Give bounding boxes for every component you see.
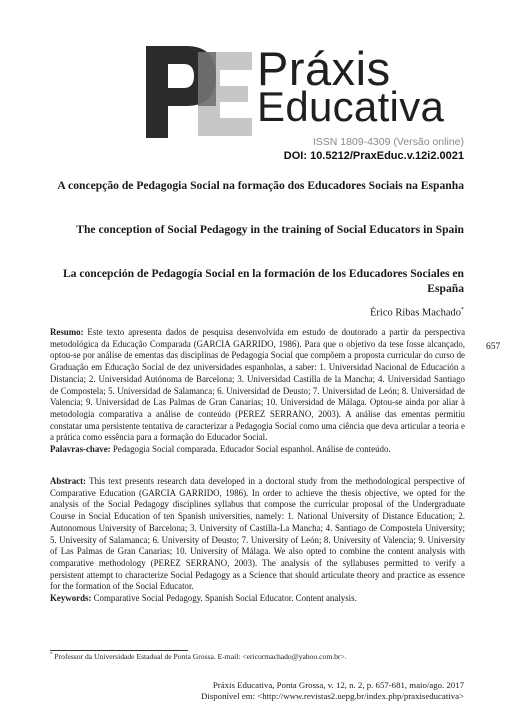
resumo-text: Este texto apresenta dados de pesquisa desenvolvida em estudo de doutorado a partir da perspectiva metodológica da Educação Comparada (GARCIA GARRIDO, 1986). Para que o objetivo da tese fosse alcançado, optou-se por análise de ementas das disciplinas de Pedagogia Social que compõem a proposta curricular do curso de Graduação em Educação Social de dez universidades espanholas, a saber: 1. Universidad Nacional de Educación a Distancia; 2. Universidad Autónoma de Barcelona; 3. Universidad Castilla de la Mancha; 4. Universidad Santiago de Compostela; 5. Universidad de Salamanca; 6. Universidad de Deusto; 7. Universidad de León; 8. Universidad de Valencia; 9. Universidad de Las Palmas de Gran Canarias; 10. Universidad de Málaga. Optou-se ainda por aliar à metodologia comparativa a análise de conteúdo (PEREZ SERRANO, 2003). A análise das ementas permitiu constatar uma persistente tentativa de caracterizar a Pedagogia Social como uma ciência que deva articular a teoria e a prática como essência para a formação do Educador Social. [50, 327, 466, 443]
resumo-paragraph [50, 327, 465, 444]
resumo-block [50, 327, 465, 456]
abstract-label: Abstract: [50, 476, 86, 486]
abstract-keywords-text: Comparative Social Pedagogy. Spanish Social Educator. Content analysis. [93, 593, 357, 604]
footnote-divider [50, 650, 188, 651]
citation-line-1: Práxis Educativa, Ponta Grossa, v. 12, n. 2, p. 657-681, maio/ago. 2017 [212, 680, 464, 690]
journal-logo-mark [142, 40, 254, 138]
footnote [50, 652, 347, 661]
author-name-text: Érico Ribas Machado [370, 307, 461, 319]
citation-line-2: Disponível em: <http://www.revistas2.uepg.br/index.php/praxiseducativa> [201, 691, 464, 701]
resumo-keywords-label: Palavras-chave: [50, 444, 111, 455]
resumo-keywords-text: Pedagogia Social comparada. Educador Social espanhol. Análise de conteúdo. [112, 444, 391, 455]
author-name [370, 307, 464, 319]
title-portuguese: A concepção de Pedagogia Social na formação dos Educadores Sociais na Espanha [57, 179, 464, 192]
page-number: 657 [486, 342, 501, 352]
resumo-keywords [50, 444, 465, 456]
abstract-block [50, 476, 465, 605]
issn-label: ISSN 1809-4309 (Versão online) [312, 136, 464, 148]
title-spanish: La concepción de Pedagogía Social en la formación de los Educadores Sociales en España [62, 267, 464, 295]
abstract-text: This text presents research data developed in a doctoral study from the methodological perspective of Comparative Education (GARCIA GARRIDO, 1986). In order to achieve the thesis objective, we opted for the analysis of the Social Pedagogy disciplines syllabus that compose the curricular proposal of the Undergraduate Course in Social Education of ten Spanish universities, namely: 1. National University of Distance Education; 2. Autonomous University of Barcelona; 3. University of Castilla-La Mancha; 4. Santiago de Compostela University; 5. University of Salamanca; 6. University of Deusto; 7. University of León; 8. University of Valencia; 9. University of Las Palmas de Gran Canarias; 10. University of Málaga. We also opted to combine the content analysis with comparative methodology (PEREZ SERRANO, 2003). The analysis of the syllabuses permitted to verify a persistent attempt to characterize Social Pedagogy as a Science that should articulate theory and practice as essence for the formation of the Social Educator. [50, 476, 465, 592]
logo-word-educativa: Educativa [257, 83, 445, 130]
footnote-mark: * [50, 652, 53, 658]
abstract-keywords-label: Keywords: [50, 593, 92, 604]
doi-label: DOI: 10.5212/PraxEduc.v.12i2.0021 [283, 150, 464, 162]
footnote-text: Professor da Universidade Estadual de Ponta Grossa. E-mail: <ericormachado@yahoo.com.br>. [54, 652, 347, 661]
resumo-label: Resumo: [50, 327, 84, 337]
title-english: The conception of Social Pedagogy in the training of Social Educators in Spain [76, 223, 464, 236]
abstract-keywords [50, 593, 465, 605]
abstract-paragraph [50, 476, 465, 593]
logo-word-praxis: Práxis [257, 42, 391, 95]
author-footnote-mark: * [461, 307, 464, 313]
